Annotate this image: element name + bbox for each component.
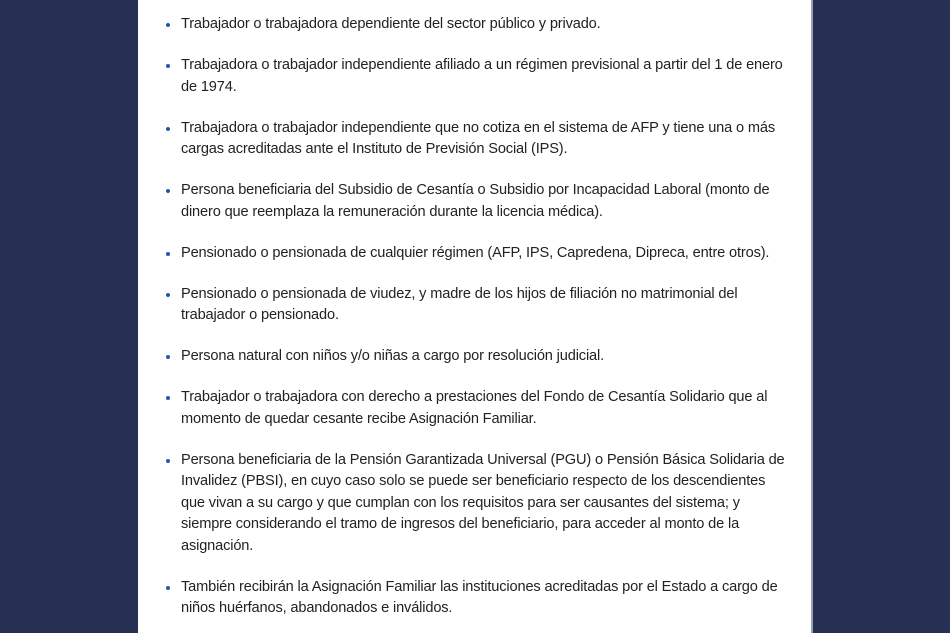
beneficiaries-list (166, 14, 792, 620)
bullet-icon (166, 23, 170, 27)
list-item-text: Trabajadora o trabajador independiente afiliado a un régimen previsional a partir del 1 de enero de 1974. (181, 57, 783, 95)
bullet-icon (166, 64, 170, 68)
bullet-icon (166, 396, 170, 400)
list-item-text: Trabajador o trabajadora dependiente del sector público y privado. (181, 16, 601, 32)
list-item (166, 118, 792, 161)
list-item-text: Pensionado o pensionada de viudez, y madre de los hijos de filiación no matrimonial del trabajador o pensionado. (181, 285, 738, 323)
bullet-icon (166, 127, 170, 131)
bullet-icon (166, 355, 170, 359)
list-item (166, 387, 792, 430)
list-item (166, 450, 792, 558)
list-item (166, 14, 792, 36)
list-item (166, 284, 792, 327)
list-item-text: Pensionado o pensionada de cualquier régimen (AFP, IPS, Capredena, Dipreca, entre otros). (181, 244, 770, 261)
bullet-icon (166, 586, 170, 590)
list-item-text: Persona natural con niños y/o niñas a cargo por resolución judicial. (181, 348, 605, 364)
content-panel (138, 0, 812, 633)
list-item-text: Trabajador o trabajadora con derecho a prestaciones del Fondo de Cesantía Solidario que al momento de quedar cesante recibe Asignación Familiar. (181, 389, 768, 427)
list-item (166, 346, 792, 368)
list-item (166, 577, 792, 620)
bullet-icon (166, 293, 170, 297)
bullet-icon (166, 459, 170, 463)
list-item-text: Persona beneficiaria del Subsidio de Cesantía o Subsidio por Incapacidad Laboral (monto de dinero que reemplaza la remuneración durante la licencia médica). (181, 182, 770, 220)
list-item-text: También recibirán la Asignación Familiar las instituciones acreditadas por el Estado a cargo de niños huérfanos, abandonados e inválidos. (181, 578, 778, 616)
list-item (166, 243, 792, 265)
list-item (166, 55, 792, 98)
list-item (166, 180, 792, 223)
panel-edge-divider (811, 0, 813, 633)
list-item-text: Trabajadora o trabajador independiente que no cotiza en el sistema de AFP y tiene una o más cargas acreditadas ante el Instituto de Previsión Social (IPS). (181, 119, 776, 157)
bullet-icon (166, 252, 170, 256)
list-item-text: Persona beneficiaria de la Pensión Garantizada Universal (PGU) o Pensión Básica Solidaria de Invalidez (PBSI), en cuyo caso solo se puede ser beneficiario respecto de los descendientes que vivan a su cargo y que cumplan con los requisitos para ser causantes del sistema; y siempre considerando el tramo de ingresos del beneficiario, para acceder al monto de la asignación. (181, 451, 785, 554)
bullet-icon (166, 189, 170, 193)
